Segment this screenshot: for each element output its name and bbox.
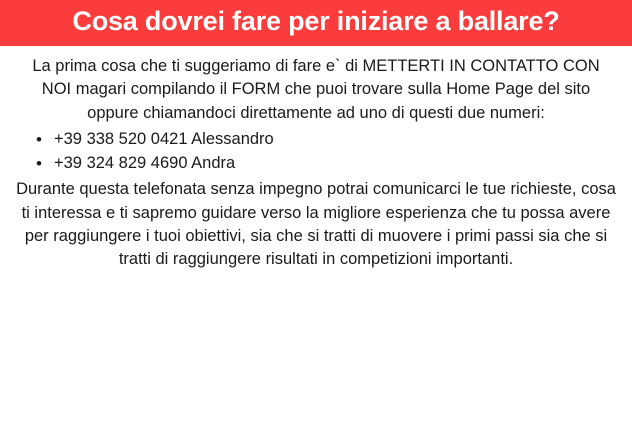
phone-number-list [16, 128, 616, 176]
closing-paragraph: Durante questa telefonata senza impegno potrai comunicarci le tue richieste, cosa ti interessa e ti sapremo guidare verso la migliore esperienza che tu possa avere per raggiungere i tuoi obiettivi, sia che si tratti di muovere i primi passi sia che si tratti di raggiungere risultati in competizioni importanti. [16, 180, 616, 269]
intro-paragraph: La prima cosa che ti suggeriamo di fare e` di METTERTI IN CONTATTO CON NOI magari compilando il FORM che puoi trovare sulla Home Page del sito oppure chiamandoci direttamente ad uno di questi due numeri: [32, 57, 600, 122]
list-item: • +39 324 829 4690 Andra [32, 152, 616, 176]
page-title: Cosa dovrei fare per iniziare a ballare? [72, 6, 560, 36]
title-banner [0, 0, 632, 46]
slide-body [0, 46, 632, 272]
list-item: • +39 338 520 0421 Alessandro [32, 128, 616, 152]
